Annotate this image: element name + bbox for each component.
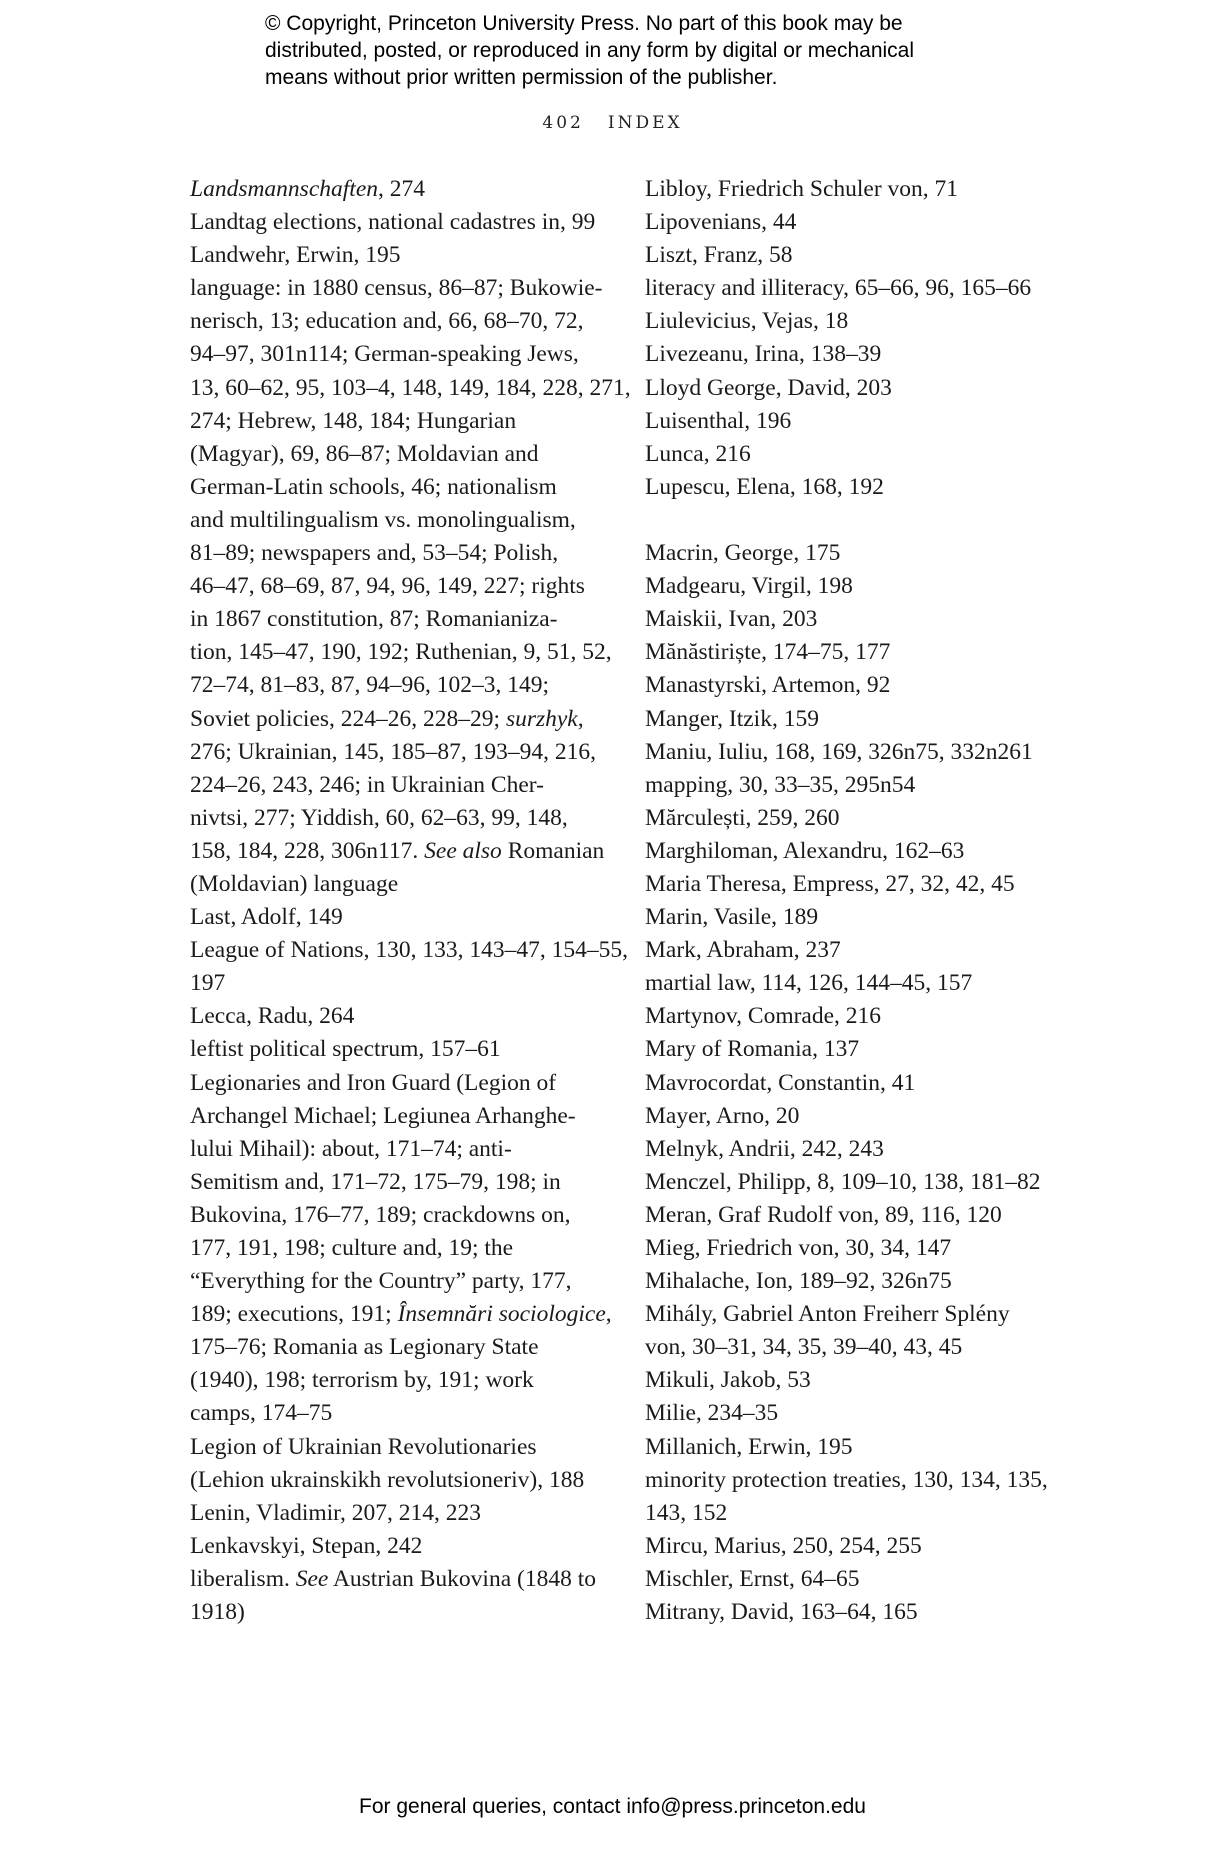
index-entry xyxy=(645,239,1045,272)
index-entry-line: Mieg, Friedrich von, 30, 34, 147 xyxy=(645,1235,952,1261)
index-entry xyxy=(645,1033,1045,1066)
index-entry-line: Semitism and, 171–72, 175–79, 198; in xyxy=(190,1168,561,1195)
index-entry-line: Macrin, George, 175 xyxy=(645,540,841,567)
index-entry-line: German-Latin schools, 46; nationalism xyxy=(190,473,557,500)
index-entry-line: 175–76; Romania as Legionary State xyxy=(190,1334,539,1361)
index-entry-line: martial law, 114, 126, 144–45, 157 xyxy=(645,970,973,997)
index-entry-line: Last, Adolf, 149 xyxy=(190,904,343,931)
index-entry xyxy=(645,1265,1045,1298)
index-entry-line: Bukovina, 176–77, 189; crackdowns on, xyxy=(190,1201,571,1228)
index-entry-line: Mischler, Ernst, 64–65 xyxy=(645,1565,860,1592)
index-entry-line: Mavrocordat, Constantin, 41 xyxy=(645,1069,916,1096)
index-entry-line: 94–97, 301n114; German-speaking Jews, xyxy=(190,341,579,368)
index-entry-line: Manastyrski, Artemon, 92 xyxy=(645,672,891,699)
index-entry xyxy=(645,1232,1045,1265)
index-entry xyxy=(645,769,1045,802)
index-entry-line: Marghiloman, Alexandru, 162–63 xyxy=(645,837,965,864)
index-entry-line: Legionaries and Iron Guard (Legion of xyxy=(190,1069,557,1096)
index-entry xyxy=(645,868,1045,901)
index-entry-line: literacy and illiteracy, 65–66, 96, 165–66 xyxy=(645,275,1032,302)
index-entry-line: Mircu, Marius, 250, 254, 255 xyxy=(645,1532,922,1559)
index-entry-line: 274; Hebrew, 148, 184; Hungarian xyxy=(190,407,517,434)
index-entry-line: liberalism. See Austrian Bukovina (1848 to xyxy=(190,1565,596,1592)
index-entry-line: Landwehr, Erwin, 195 xyxy=(190,242,401,269)
index-entry xyxy=(645,835,1045,868)
index-entry xyxy=(645,1067,1045,1100)
index-entry-line: (Magyar), 69, 86–87; Moldavian and xyxy=(190,440,539,467)
copyright-line: distributed, posted, or reproduced in any form by digital or mechanical xyxy=(265,39,915,62)
index-entry-line: Mănăstiriște, 174–75, 177 xyxy=(645,639,891,666)
index-entry-line: 1918) xyxy=(190,1599,245,1626)
index-entry-line: and multilingualism vs. monolingualism, xyxy=(190,506,576,533)
index-entry-line: Landtag elections, national cadastres in, 99 xyxy=(190,209,596,236)
index-entry-line: Liszt, Franz, 58 xyxy=(645,242,793,269)
index-entry xyxy=(645,305,1045,338)
index-entry-line: Soviet policies, 224–26, 228–29; surzhyk, xyxy=(190,705,584,732)
index-entry-line: Lecca, Radu, 264 xyxy=(190,1003,355,1030)
section-title: INDEX xyxy=(607,113,683,133)
index-entry-line: 189; executions, 191; Însemnări sociologice, xyxy=(190,1301,612,1328)
index-entry-line: 158, 184, 228, 306n117. See also Romanian xyxy=(190,837,605,864)
index-entry-line: minority protection treaties, 130, 134, 135, xyxy=(645,1466,1048,1493)
index-entry xyxy=(190,901,610,934)
index-entry-line: 143, 152 xyxy=(645,1499,728,1526)
index-entry xyxy=(190,1033,610,1066)
index-entry xyxy=(645,372,1045,405)
page-number: 402 xyxy=(542,113,584,133)
index-entry-line: 276; Ukrainian, 145, 185–87, 193–94, 216, xyxy=(190,738,596,765)
index-entry xyxy=(190,206,610,239)
index-entry xyxy=(645,405,1045,438)
index-entry-line: Martynov, Comrade, 216 xyxy=(645,1003,882,1030)
index-entry-line: (1940), 198; terrorism by, 191; work xyxy=(190,1367,534,1394)
index-entry-line: Libloy, Friedrich Schuler von, 71 xyxy=(645,176,959,202)
index-entry xyxy=(645,1464,1048,1530)
index-entry xyxy=(645,1397,1045,1430)
index-entry xyxy=(190,1000,610,1033)
index-entry-line: Mihály, Gabriel Anton Freiherr Splény xyxy=(645,1301,1010,1328)
index-entry xyxy=(645,338,1045,371)
index-entry xyxy=(645,471,1045,504)
index-entry-line: tion, 145–47, 190, 192; Ruthenian, 9, 51, 52, xyxy=(190,639,612,666)
index-entry xyxy=(645,1199,1045,1232)
index-entry xyxy=(645,901,1045,934)
index-entry-line: mapping, 30, 33–35, 295n54 xyxy=(645,771,916,798)
index-entry-line: 197 xyxy=(190,970,226,997)
index-entry xyxy=(645,1100,1045,1133)
index-entry-line: Lunca, 216 xyxy=(645,440,751,467)
index-entry xyxy=(190,272,631,901)
index-entry-line: Mayer, Arno, 20 xyxy=(645,1102,800,1129)
index-entry-line: language: in 1880 census, 86–87; Bukowie- xyxy=(190,275,603,302)
index-entry xyxy=(645,1298,1045,1364)
index-column-left xyxy=(190,173,631,1629)
copyright-notice xyxy=(265,10,985,91)
index-entry-line: Mark, Abraham, 237 xyxy=(645,937,841,964)
index-entry-line: von, 30–31, 34, 35, 39–40, 43, 45 xyxy=(645,1334,963,1361)
index-entry-line: Livezeanu, Irina, 138–39 xyxy=(645,341,882,368)
index-entry-line: 224–26, 243, 246; in Ukrainian Cher- xyxy=(190,771,544,798)
index-entry-line: Lipovenians, 44 xyxy=(645,209,797,236)
index-entry-line: Maiskii, Ivan, 203 xyxy=(645,606,818,633)
index-entry xyxy=(645,1431,1045,1464)
index-entry xyxy=(645,206,1045,239)
index-entry-line: lului Mihail): about, 171–74; anti- xyxy=(190,1135,512,1162)
index-entry-line: Milie, 234–35 xyxy=(645,1400,779,1427)
index-entry-line: 177, 191, 198; culture and, 19; the xyxy=(190,1235,514,1261)
index-entry xyxy=(645,1530,1045,1563)
index-column-right xyxy=(645,173,1048,1629)
index-entry-line: Melnyk, Andrii, 242, 243 xyxy=(645,1135,884,1162)
index-entry-line: 13, 60–62, 95, 103–4, 148, 149, 184, 228, 271, xyxy=(190,374,631,401)
index-entry-line: Menczel, Philipp, 8, 109–10, 138, 181–82 xyxy=(645,1168,1041,1195)
index-entry-line: in 1867 constitution, 87; Romanianiza- xyxy=(190,606,558,633)
index-entry xyxy=(645,537,1045,570)
index-entry-line: Manger, Itzik, 159 xyxy=(645,705,819,732)
index-entry xyxy=(645,1563,1045,1596)
index-entry-line: Maria Theresa, Empress, 27, 32, 42, 45 xyxy=(645,870,1015,897)
index-entry xyxy=(645,1000,1045,1033)
index-entry-line: nivtsi, 277; Yiddish, 60, 62–63, 99, 148, xyxy=(190,804,568,831)
index-entry-line: Landsmannschaften, 274 xyxy=(190,176,425,202)
index-entry xyxy=(645,438,1045,471)
index-entry-line: (Lehion ukrainskikh revolutsioneriv), 188 xyxy=(190,1466,585,1493)
index-entry-line: Luisenthal, 196 xyxy=(645,407,792,434)
index-entry xyxy=(190,1497,610,1530)
index-entry xyxy=(645,636,1045,669)
index-entry xyxy=(645,669,1045,702)
index-entry-line: Mitrany, David, 163–64, 165 xyxy=(645,1599,918,1626)
index-entry-line: Meran, Graf Rudolf von, 89, 116, 120 xyxy=(645,1201,1002,1228)
letter-section-gap xyxy=(645,504,1045,537)
index-entry xyxy=(645,570,1045,603)
index-entry-line: Mihalache, Ion, 189–92, 326n75 xyxy=(645,1268,952,1295)
index-entry xyxy=(190,1431,610,1497)
index-entry xyxy=(190,1067,610,1431)
index-entry-line: Lupescu, Elena, 168, 192 xyxy=(645,473,884,500)
index-entry xyxy=(645,802,1045,835)
index-entry-line: Lenin, Vladimir, 207, 214, 223 xyxy=(190,1499,482,1526)
index-entry xyxy=(645,703,1045,736)
index-entry-line: 46–47, 68–69, 87, 94, 96, 149, 227; rights xyxy=(190,573,585,600)
index-entry-line: camps, 174–75 xyxy=(190,1400,333,1427)
index-entry xyxy=(190,934,628,1000)
index-entry-line: Mărculești, 259, 260 xyxy=(645,804,840,831)
index-entry-line: Millanich, Erwin, 195 xyxy=(645,1433,853,1460)
index-entry-line: Liulevicius, Vejas, 18 xyxy=(645,308,849,335)
index-entry-line: League of Nations, 130, 133, 143–47, 154–55, xyxy=(190,937,628,964)
index-entry xyxy=(190,1563,610,1629)
index-entry-line: (Moldavian) language xyxy=(190,870,399,897)
index-entry-line: Madgearu, Virgil, 198 xyxy=(645,573,853,600)
index-entry-line: Lloyd George, David, 203 xyxy=(645,374,892,401)
index-entry-line: Maniu, Iuliu, 168, 169, 326n75, 332n261 xyxy=(645,738,1033,765)
index-entry-line: 81–89; newspapers and, 53–54; Polish, xyxy=(190,540,559,567)
index-entry xyxy=(645,736,1045,769)
index-entry-line: 72–74, 81–83, 87, 94–96, 102–3, 149; xyxy=(190,672,550,699)
copyright-line: © Copyright, Princeton University Press. No part of this book may be xyxy=(265,12,903,35)
index-entry xyxy=(645,173,1045,206)
index-entry-line: “Everything for the Country” party, 177, xyxy=(190,1268,572,1295)
index-entry-line: Mikuli, Jakob, 53 xyxy=(645,1367,811,1394)
index-entry-line: Mary of Romania, 137 xyxy=(645,1036,860,1063)
copyright-line: means without prior written permission of the publisher. xyxy=(265,66,778,89)
index-entry xyxy=(645,1364,1045,1397)
index-entry-line: Lenkavskyi, Stepan, 242 xyxy=(190,1532,423,1559)
index-entry-line: leftist political spectrum, 157–61 xyxy=(190,1036,501,1063)
index-entry-line: Legion of Ukrainian Revolutionaries xyxy=(190,1433,537,1460)
index-entry xyxy=(645,1166,1045,1199)
index-entry xyxy=(190,239,610,272)
index-entry xyxy=(645,272,1045,305)
footer-contact: For general queries, contact info@press.princeton.edu xyxy=(359,1795,866,1818)
index-entry-line: nerisch, 13; education and, 66, 68–70, 72, xyxy=(190,308,584,335)
index-entry xyxy=(190,1530,610,1563)
index-entry-line: Archangel Michael; Legiunea Arhanghe- xyxy=(190,1102,576,1129)
index-entry xyxy=(645,967,1045,1000)
index-entry xyxy=(645,1133,1045,1166)
index-entry xyxy=(645,603,1045,636)
running-head xyxy=(0,113,1225,133)
index-entry xyxy=(645,934,1045,967)
index-entry-line: Marin, Vasile, 189 xyxy=(645,904,819,931)
index-entry xyxy=(190,173,610,206)
index-entry xyxy=(645,1596,1045,1629)
